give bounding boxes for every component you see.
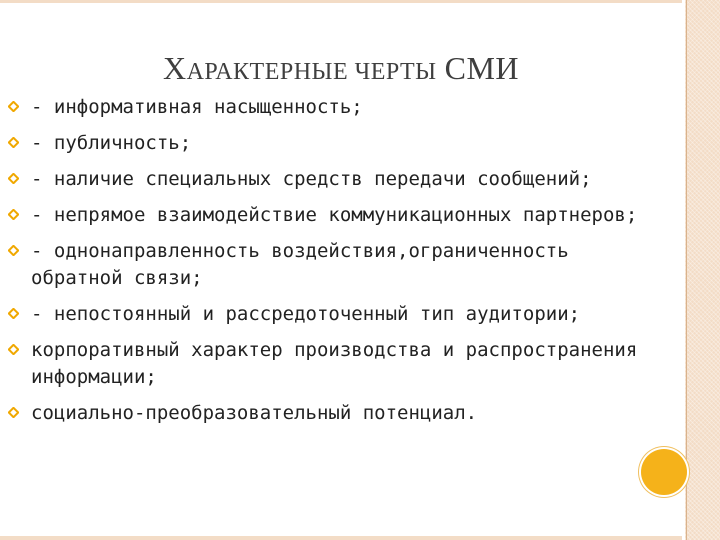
- bullet-text: - однонаправленность воздействия,ограниченность обратной связи;: [31, 240, 569, 289]
- bullet-text: корпоративный характер производства и распространения информации;: [31, 339, 638, 388]
- slide-bottom-border: [0, 536, 682, 540]
- title-small-caps: АРАКТЕРНЫЕ ЧЕРТЫ: [186, 59, 437, 85]
- bullet-text: - информативная насыщенность;: [31, 96, 363, 118]
- list-item: [8, 301, 668, 328]
- bullet-text: - наличие специальных средств передачи сообщений;: [31, 168, 592, 190]
- decorative-orange-circle: [641, 449, 687, 495]
- bullet-icon: [8, 407, 19, 418]
- list-item: [8, 166, 668, 193]
- bullet-text: социально-преобразовательный потенциал.: [31, 402, 478, 424]
- bullet-icon: [8, 137, 19, 148]
- title-initial: Х: [162, 50, 187, 86]
- slide-side-border: [682, 0, 720, 540]
- list-item: [8, 130, 668, 157]
- list-item: [8, 400, 668, 427]
- bullet-icon: [8, 209, 19, 220]
- list-item: [8, 202, 668, 229]
- bullet-icon: [8, 344, 19, 355]
- bullet-text: - публичность;: [31, 132, 192, 154]
- list-item: [8, 337, 668, 391]
- bullet-icon: [8, 101, 19, 112]
- bullet-text: - непостоянный и рассредоточенный тип аудитории;: [31, 303, 581, 325]
- bullet-list: [8, 94, 668, 436]
- slide-title: [0, 50, 682, 90]
- slide-side-border-line: [686, 0, 687, 540]
- slide-top-border: [0, 0, 682, 3]
- bullet-icon: [8, 173, 19, 184]
- bullet-icon: [8, 308, 19, 319]
- bullet-icon: [8, 245, 19, 256]
- list-item: [8, 238, 668, 292]
- list-item: [8, 94, 668, 121]
- title-acronym: СМИ: [444, 50, 520, 86]
- bullet-text: - непрямое взаимодействие коммуникационных партнеров;: [31, 204, 638, 226]
